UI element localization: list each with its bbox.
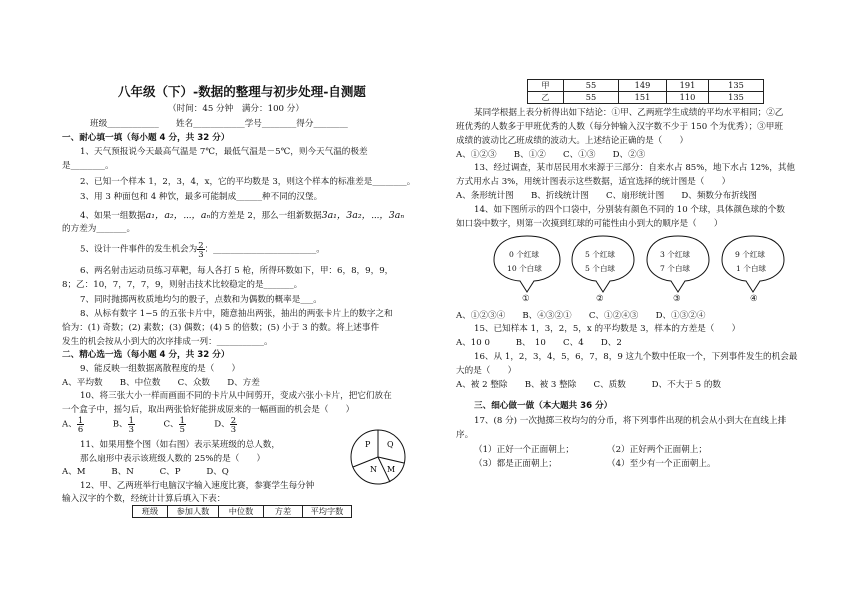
q10-option-d-num: 2 <box>230 415 237 425</box>
q12-table-header <box>132 505 352 518</box>
pie-label-n: N <box>370 465 377 474</box>
q17-item-3: （3）都是正面朝上； <box>474 459 557 469</box>
q5-fraction <box>197 241 204 259</box>
q10-option-b-fraction <box>128 416 135 434</box>
q12-line3: 某同学根据上表分析得出如下结论：①甲、乙两班学生成绩的平均水平相同；②乙 <box>474 108 784 118</box>
q10-option-a-den: 6 <box>77 424 84 435</box>
q8-line1: 8、从标有数字 1−5 的五张卡片中，随意抽出两张，抽出的两张卡片上的数字之和 <box>80 309 393 319</box>
q4-data-2: 3a₁，3a₂，⋯，3aₙ <box>321 210 405 221</box>
q12-table-body <box>527 79 764 104</box>
q17-line2: 序。 <box>456 430 474 440</box>
q17-item-2: （2）正好两个正面朝上； <box>607 445 707 455</box>
section-3-heading: 三、细心做一做（本大题共 36 分） <box>474 401 613 411</box>
q1-line2: 是________。 <box>62 161 114 171</box>
table-header-row <box>133 506 352 518</box>
q10-option-d-label: D、 <box>214 419 230 430</box>
table-row <box>528 80 764 92</box>
q10-option-a-label: A、 <box>62 419 77 430</box>
q13-options: A、条形统计图 B、折线统计图 C、扇形统计图 D、频数分布折线图 <box>456 191 757 201</box>
q14-line1: 14、如下图所示的四个口袋中，分别装有颜色不同的 10 个球，具体颜色球的个数 <box>474 205 785 215</box>
bag-4-number: ④ <box>750 294 758 304</box>
q14-line2: 如口袋中数字，则第一次摸到红球的可能性由小到大的顺序是（ ） <box>456 219 723 229</box>
bag-3-red: 3 个红球 <box>660 250 691 259</box>
pie-label-p: P <box>365 440 371 449</box>
q10-option-b-num: 1 <box>128 415 134 425</box>
bag-3-number: ③ <box>673 294 681 304</box>
table-cell: 110 <box>667 92 709 104</box>
pie-label-q: Q <box>387 440 394 449</box>
q9-options: A、平均数 B、中位数 C、众数 D、方差 <box>62 378 260 388</box>
table-cell: 55 <box>564 92 619 104</box>
q16-line2: 大的是（ ） <box>456 366 517 376</box>
table-cell: 151 <box>619 92 667 104</box>
q5-fraction-numerator: 2 <box>198 240 204 250</box>
q15: 15、已知样本 1，3，2，5，x 的平均数是 3，样本的方差是（ ） <box>474 324 741 334</box>
page-title: 八年级（下）-数据的整理与初步处理-自测题 <box>118 84 366 99</box>
table-cell: 149 <box>619 80 667 92</box>
q10-option-c <box>163 416 211 434</box>
q10-option-c-fraction <box>179 416 186 434</box>
q17-line1: 17、(8 分) 一次抛掷三枚均匀的分币，将下列事件出现的机会从小到大在直线上排 <box>474 416 787 426</box>
q12-options: A、①②③ B、①② C、①③ D、②③ <box>456 150 646 160</box>
bag-4-outline <box>720 232 786 294</box>
table-header-cell: 中位数 <box>219 506 264 518</box>
q5-text-b: ：________________________。 <box>204 244 325 255</box>
q15-options: A、10 0 B、 10 C、4 D、2 <box>456 338 622 348</box>
table-cell: 55 <box>564 80 619 92</box>
bag-1-white: 10 个白球 <box>507 264 542 273</box>
q10-option-d-den: 3 <box>230 424 237 435</box>
q17-item-4: （4）至少有一个正面朝上。 <box>607 459 716 469</box>
q12-line1: 12、甲、乙两班举行电脑汉字输入速度比赛，参赛学生每分钟 <box>80 481 315 491</box>
q10-option-b-label: B、 <box>112 419 128 430</box>
q9: 9、能反映一组数据离散程度的是（ ） <box>80 364 241 374</box>
q10-options <box>62 416 262 434</box>
q6-line1: 6、两名射击运动员练习草靶，每人各打 5 枪，所得环数如下，甲：6，8，9，9， <box>80 266 394 276</box>
q10-option-c-label: C、 <box>163 419 179 430</box>
table-row <box>528 92 764 104</box>
q10-option-b-den: 3 <box>128 424 134 435</box>
q3: 3、用 3 种面包和 4 种饮，最多可能制成______种不同的汉堡。 <box>80 192 323 202</box>
subtitle: （时间：45 分钟 满分：100 分） <box>168 104 304 114</box>
section-1-heading: 一、耐心填一填（每小题 4 分，共 32 分） <box>62 133 230 143</box>
bag-3-outline <box>645 232 711 294</box>
q16-options: A、被 2 整除 B、被 3 整除 C、质数 D、不大于 5 的数 <box>456 380 722 390</box>
q10-option-d <box>214 416 262 434</box>
bag-4-red: 9 个红球 <box>735 250 766 259</box>
table-cell: 135 <box>709 92 764 104</box>
q11-line2: 那么扇形中表示该班级人数的 25%的是（ ） <box>80 454 266 464</box>
section-2-heading: 二、精心选一选（每小题 4 分，共 32 分） <box>62 350 230 360</box>
q10-option-c-den: 5 <box>179 424 185 435</box>
bag-1-outline <box>492 232 562 294</box>
q16-line1: 16、从 1，2，3，4，5，6，7，8，9 这九个数中任取一个，下列事件发生的机会最 <box>474 352 798 362</box>
q2: 2、已知一个样本 1，2，3，4，x，它的平均数是 3，则这个样本的标准差是________。 <box>80 177 416 187</box>
q1-line1: 1、天气预报说今天最高气温是 7℃，最低气温是－5℃，则今天气温的极差 <box>80 147 368 157</box>
bag-1-number: ① <box>522 294 530 304</box>
q10-option-a <box>62 416 110 434</box>
bag-2-number: ② <box>596 294 604 304</box>
q11-options: A、M B、N C、P D、Q <box>62 467 229 477</box>
q4-data-1: a₁，a₂，⋯，aₙ <box>145 210 211 221</box>
table-cell: 乙 <box>528 92 564 104</box>
q8-line3: 发生的机会按从小到大的次序排成一列：___________。 <box>62 337 273 347</box>
q12-line2: 输入汉字的个数，经统计计算后填入下表： <box>62 494 226 504</box>
q4-line2: 的方差为_______。 <box>62 224 136 234</box>
pie-diagram <box>348 427 408 487</box>
bag-3-white: 7 个白球 <box>660 264 691 273</box>
q6-line2: 8；乙：10，7，7，7，9，则射击技术比较稳定的是_______。 <box>62 280 303 290</box>
table-cell: 135 <box>709 80 764 92</box>
q10-option-d-fraction <box>230 416 237 434</box>
q5-text-a: 5、设计一件事件的发生机会为 <box>80 244 198 255</box>
q4-text-b: 的方差是 2，那么一组新数据 <box>210 211 322 221</box>
q10-line2: 一个盒子中，摇匀后，取出两张恰好能拼成原来的一幅画面的机会是（ ） <box>62 405 355 415</box>
q10-line1: 10、将三张大小一样而画面不同的卡片从中间剪开，变成六张小卡片，把它们放在 <box>80 391 392 401</box>
q11-line1: 11、如果用整个图（如右图）表示某班级的总人数， <box>80 440 280 450</box>
q13-line2: 方式用水占 3%，用统计图表示这些数据，适宜选择的统计图是（ ） <box>456 177 731 187</box>
table-header-cell: 平均字数 <box>303 506 352 518</box>
table-header-cell: 班级 <box>133 506 168 518</box>
bag-4-white: 1 个白球 <box>736 264 767 273</box>
q4-text-a: 4、如果一组数据 <box>80 211 146 221</box>
q12-line4: 班优秀的人数多于甲班优秀的人数（每分钟输入汉字数不少于 150 个为优秀）；③甲班 <box>456 122 783 132</box>
q12-line5: 成绩的波动比乙班成绩的波动大。上述结论正确的是（ ） <box>456 136 689 146</box>
table-cell: 甲 <box>528 80 564 92</box>
q13-line1: 13、经过调查，某市居民用水来源于三部分：自来水占 85%，地下水占 12%，其他 <box>474 163 796 173</box>
q8-line2: 恰为：(1) 奇数；(2) 素数；(3) 偶数；(4) 5 的倍数；(5) 小于 3 的数。将上述事件 <box>62 323 380 333</box>
q5 <box>80 241 325 259</box>
pie-divider-right <box>378 457 404 463</box>
q10-option-b <box>113 416 161 434</box>
bag-2-outline <box>570 232 636 294</box>
q7: 7、同时抛掷两枚质地均匀的骰子，点数和为偶数的概率是___。 <box>80 295 322 305</box>
bag-2-red: 5 个红球 <box>585 250 616 259</box>
table-header-cell: 方差 <box>264 506 303 518</box>
bag-1-red: 0 个红球 <box>509 250 540 259</box>
pie-label-m: M <box>387 465 396 474</box>
table-header-cell: 参加人数 <box>168 506 219 518</box>
info-line: 班级____________ 姓名____________学号________得分________ <box>90 119 348 129</box>
q10-option-a-fraction <box>77 416 84 434</box>
q10-option-c-num: 1 <box>179 415 185 425</box>
q5-fraction-denominator: 3 <box>198 249 204 260</box>
q17-item-1: （1）正好一个正面朝上； <box>474 445 574 455</box>
q14-options: A、①②③④ B、④③②① C、①②④③ D、①③②④ <box>456 311 706 321</box>
q4-line1 <box>80 210 404 222</box>
bag-2-white: 5 个白球 <box>585 264 616 273</box>
table-cell: 191 <box>667 80 709 92</box>
q10-option-a-num: 1 <box>77 415 84 425</box>
